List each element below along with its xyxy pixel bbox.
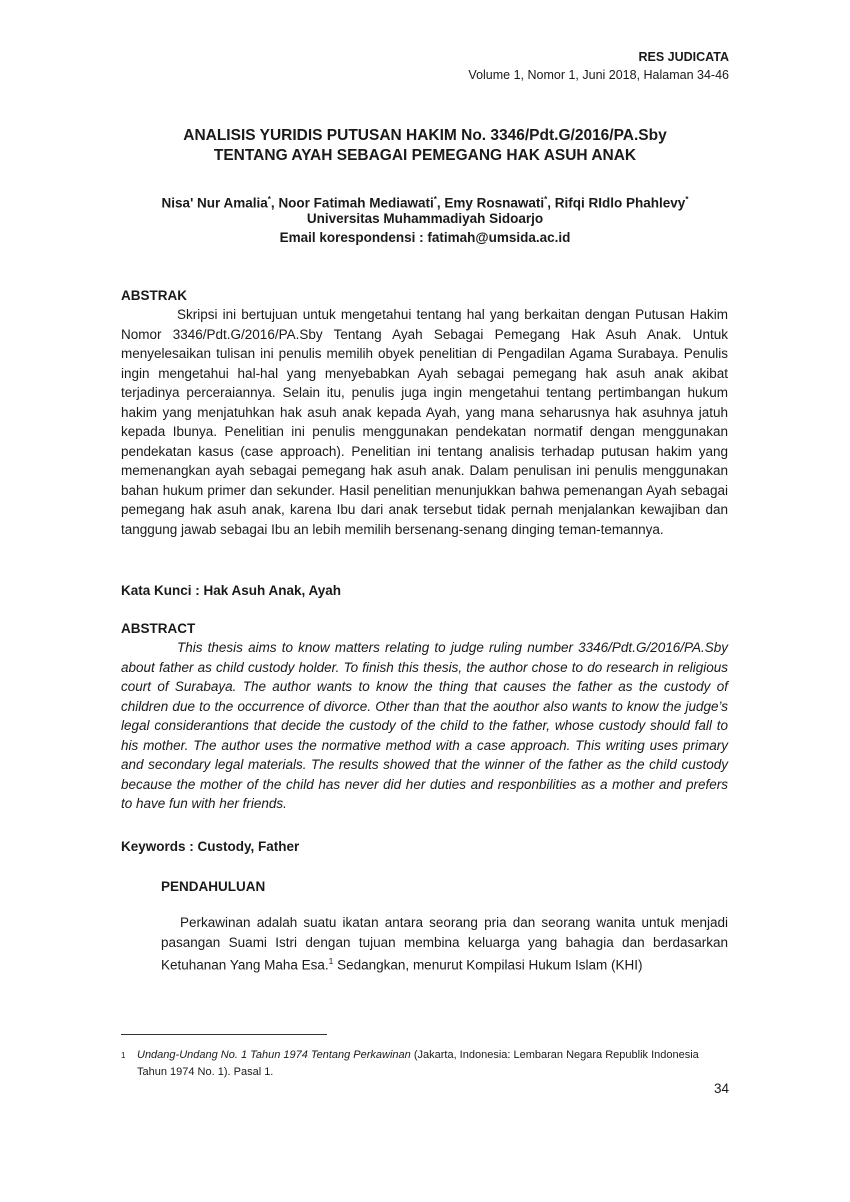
- page-number: 34: [713, 1081, 729, 1096]
- abstract-body: This thesis aims to know matters relating to judge ruling number 3346/Pdt.G/2016/PA.Sby about father as child custody holder. To finish this thesis, the author chose to do research in religious court of Surabaya. The author wants to know the thing that causes the father as the custody of children due to the occurrence of divorce. Other than that the aouthor also wants to know the judge’s legal considerantions that decide the custody of the child to the father, whose custody should fall to his mother. The author uses the normative method with a case approach. This writing uses primary and secondary legal materials. The results showed that the winner of the father as the child custody because the mother of the child has never did her duties and responbilities as a mother and prefers to have fun with her friends.: [121, 640, 728, 811]
- journal-name: RES JUDICATA: [638, 50, 729, 64]
- footnote-reference[interactable]: 1: [328, 956, 334, 966]
- pendahuluan-text: Perkawinan adalah suatu ikatan antara seorang pria dan seorang wanita untuk menjadi pasangan Suami Istri dengan tujuan membina keluarga yang bahagia dan berdasarkan Ketuhanan Yang Maha Esa.: [161, 915, 728, 973]
- footnote-law-title: Undang-Undang No. 1 Tahun 1974 Tentang Perkawinan: [137, 1049, 411, 1061]
- kata-kunci: Kata Kunci : Hak Asuh Anak, Ayah: [121, 583, 342, 598]
- footnote-number: 1: [121, 1051, 126, 1060]
- paper-title-line-1: ANALISIS YURIDIS PUTUSAN HAKIM No. 3346/Pdt.G/2016/PA.Sby: [183, 127, 667, 144]
- footnote: [121, 1047, 728, 1081]
- abstrak-body: Skripsi ini bertujuan untuk mengetahui tentang hal yang berkaitan dengan Putusan Hakim Nomor 3346/Pdt.G/2016/PA.Sby Tentang Ayah Sebagai Pemegang Hak Asuh Anak. Untuk menyelesaikan tulisan ini penulis memilih obyek penelitian di Pengadilan Agama Surabaya. Penulis ingin mengetahui hal-hal yang menyebabkan Ayah sebagai pemegang hak asuh anak akibat terjadinya perceraiannya. Selain itu, penulis juga ingin mengetahui tentang pertimbangan hukum hakim yang menjatuhkan hak asuh anak kepada Ayah, yang mana seharusnya hak asuhnya jatuh kepada Ibunya. Penelitian ini penulis menggunakan pendekatan normatif dengan menggunakan pendekatan kasus (case approach). Penelitian ini tentang analisis terhadap putusan hakim yang memenangkan ayah sebagai pemegang hak asuh anak. Dalam penulisan ini penulis menggunakan bahan hukum primer dan sekunder. Hasil penelitian menunjukkan bahwa pemenangan Ayah sebagai pemegang hak asuh anak, karena Ibu dari anak tersebut tidak pernah menjalankan kewajiban dan tanggung jawab sebagai Ibu an lebih memilih bersenang-senang dinging teman-temannya.: [121, 307, 728, 537]
- footnote-text: [121, 1047, 728, 1081]
- author-name: Nisa' Nur Amalia: [161, 195, 268, 211]
- author-mark: *: [267, 195, 271, 204]
- footnote-citation: (Jakarta, Indonesia: Lembaran Negara Republik Indonesia Tahun 1974 No. 1). Pasal 1.: [137, 1049, 699, 1078]
- keywords: Keywords : Custody, Father: [121, 839, 300, 854]
- footnote-divider: [121, 1034, 327, 1035]
- pendahuluan-text-continued: Sedangkan, menurut Kompilasi Hukum Islam (KHI): [333, 957, 643, 973]
- author-affiliation: Universitas Muhammadiyah Sidoarjo: [306, 211, 544, 226]
- author-mark: *: [433, 195, 437, 204]
- corresponding-email: Email korespondensi : fatimah@umsida.ac.id: [279, 230, 571, 245]
- paper-title-line-2: TENTANG AYAH SEBAGAI PEMEGANG HAK ASUH ANAK: [213, 147, 637, 164]
- abstrak-heading: ABSTRAK: [121, 288, 187, 303]
- author-name: Noor Fatimah Mediawati: [278, 195, 434, 211]
- journal-volume-info: Volume 1, Nomor 1, Juni 2018, Halaman 34-46: [468, 68, 729, 82]
- author-name: Rifqi RIdlo Phahlevy: [554, 195, 686, 211]
- author-mark: *: [685, 195, 689, 204]
- author-list: Nisa' Nur Amalia*, Noor Fatimah Mediawati*, Emy Rosnawati*, Rifqi RIdlo Phahlevy*: [161, 195, 689, 211]
- pendahuluan-body: [161, 913, 728, 975]
- author-mark: *: [544, 195, 548, 204]
- author-name: Emy Rosnawati: [444, 195, 545, 211]
- abstract-heading: ABSTRACT: [121, 621, 196, 636]
- pendahuluan-heading: PENDAHULUAN: [161, 879, 266, 894]
